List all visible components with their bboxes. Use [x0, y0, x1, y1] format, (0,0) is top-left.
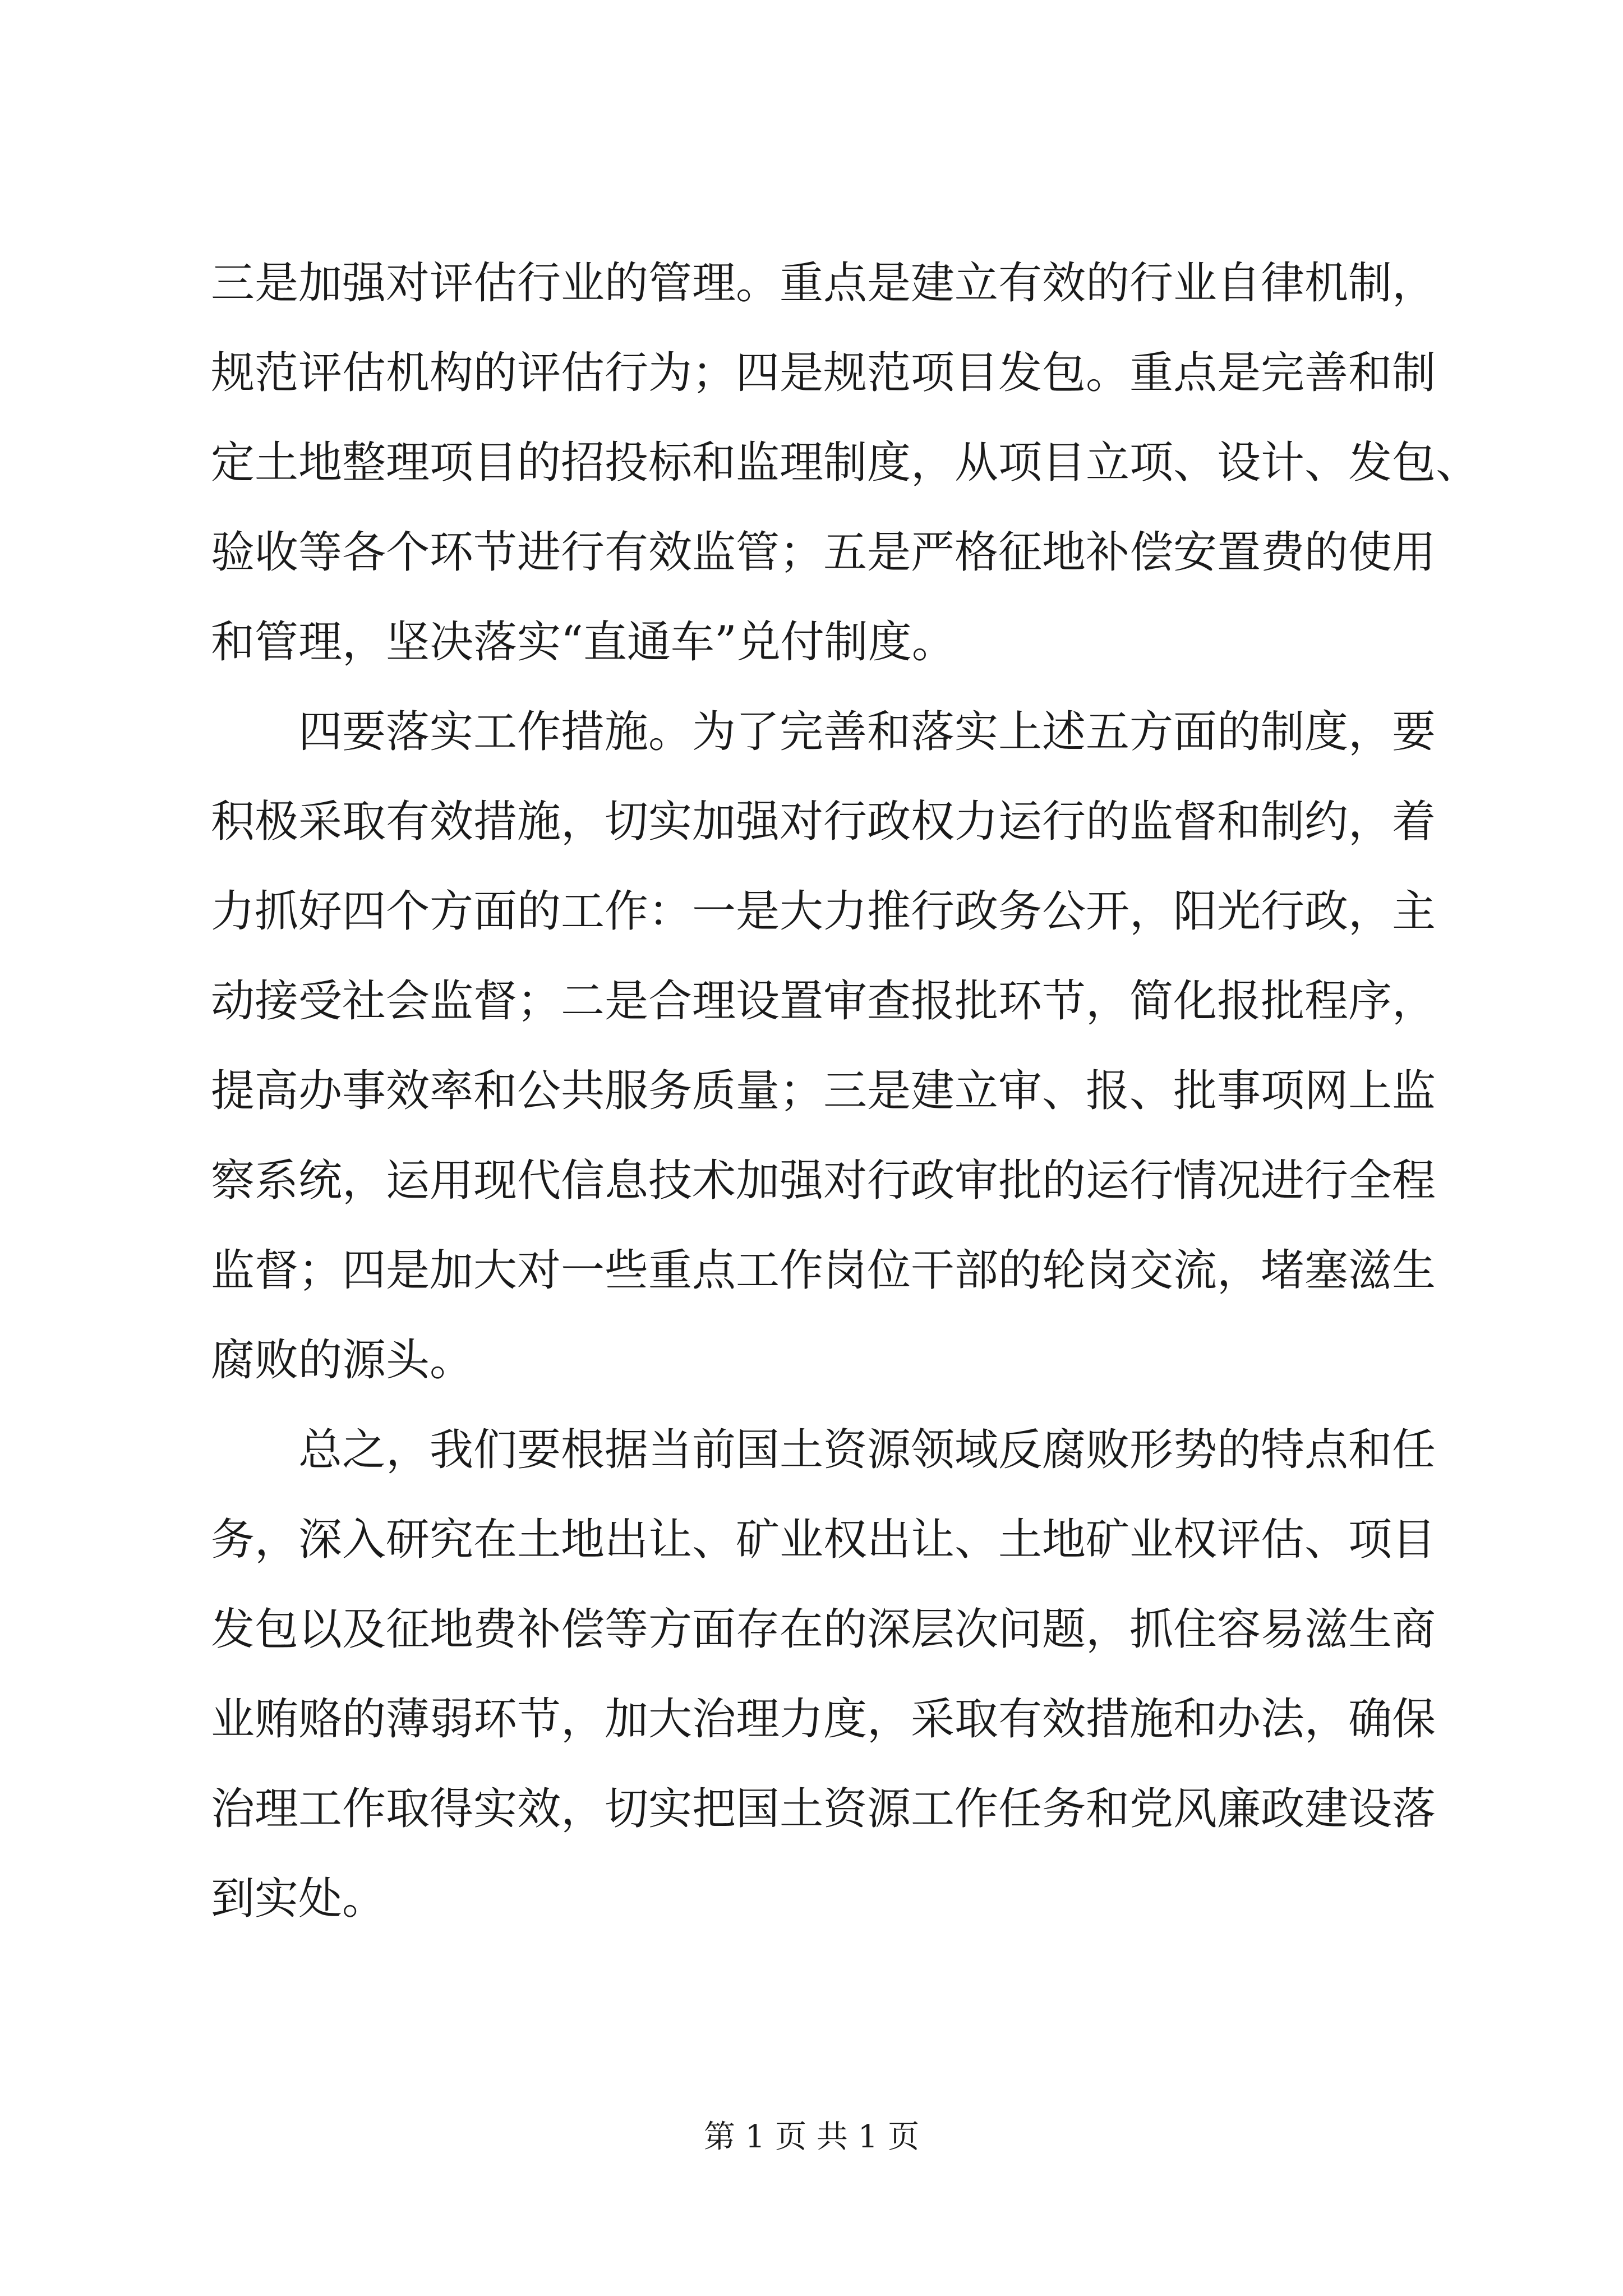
text-line: 动接受社会监督；二是合理设置审查报批环节，简化报批程序，	[211, 976, 1436, 1027]
text-line: 力抓好四个方面的工作：一是大力推行政务公开，阳光行政，主	[211, 886, 1436, 937]
text-line: 提高办事效率和公共服务质量；三是建立审、报、批事项网上监	[211, 1066, 1436, 1116]
text-line: 验收等各个环节进行有效监管；五是严格征地补偿安置费的使用	[211, 527, 1436, 578]
text-line: 务，深入研究在土地出让、矿业权出让、土地矿业权评估、项目	[211, 1515, 1436, 1565]
text-line: 积极采取有效措施，切实加强对行政权力运行的监督和制约，着	[211, 797, 1436, 847]
text-line: 监督；四是加大对一些重点工作岗位干部的轮岗交流，堵塞滋生	[211, 1245, 1436, 1296]
text-line: 业贿赂的薄弱环节，加大治理力度，采取有效措施和办法，确保	[211, 1694, 1436, 1745]
paragraph-2	[211, 687, 1436, 1405]
text-line: 察系统，运用现代信息技术加强对行政审批的运行情况进行全程	[211, 1156, 1436, 1206]
text-line: 定土地整理项目的招投标和监理制度，从项目立项、设计、发包、	[211, 438, 1480, 488]
text-line: 三是加强对评估行业的管理。重点是建立有效的行业自律机制，	[211, 258, 1436, 309]
text-line: 到实处。	[211, 1874, 386, 1924]
text-line: 腐败的源头。	[211, 1335, 474, 1386]
text-line: 和管理，坚决落实“直通车”兑付制度。	[211, 617, 956, 668]
text-line: 四要落实工作措施。为了完善和落实上述五方面的制度，要	[298, 707, 1436, 757]
text-line: 总之，我们要根据当前国土资源领域反腐败形势的特点和任	[298, 1425, 1436, 1475]
text-line: 规范评估机构的评估行为；四是规范项目发包。重点是完善和制	[211, 348, 1436, 398]
paragraph-3	[211, 1405, 1436, 1944]
paragraph-1	[211, 238, 1480, 687]
text-line: 发包以及征地费补偿等方面存在的深层次问题，抓住容易滋生商	[211, 1604, 1436, 1655]
text-line: 治理工作取得实效，切实把国土资源工作任务和党风廉政建设落	[211, 1784, 1436, 1834]
document-body	[211, 238, 1480, 1944]
page-footer: 第 1 页 共 1 页	[703, 2119, 920, 2155]
